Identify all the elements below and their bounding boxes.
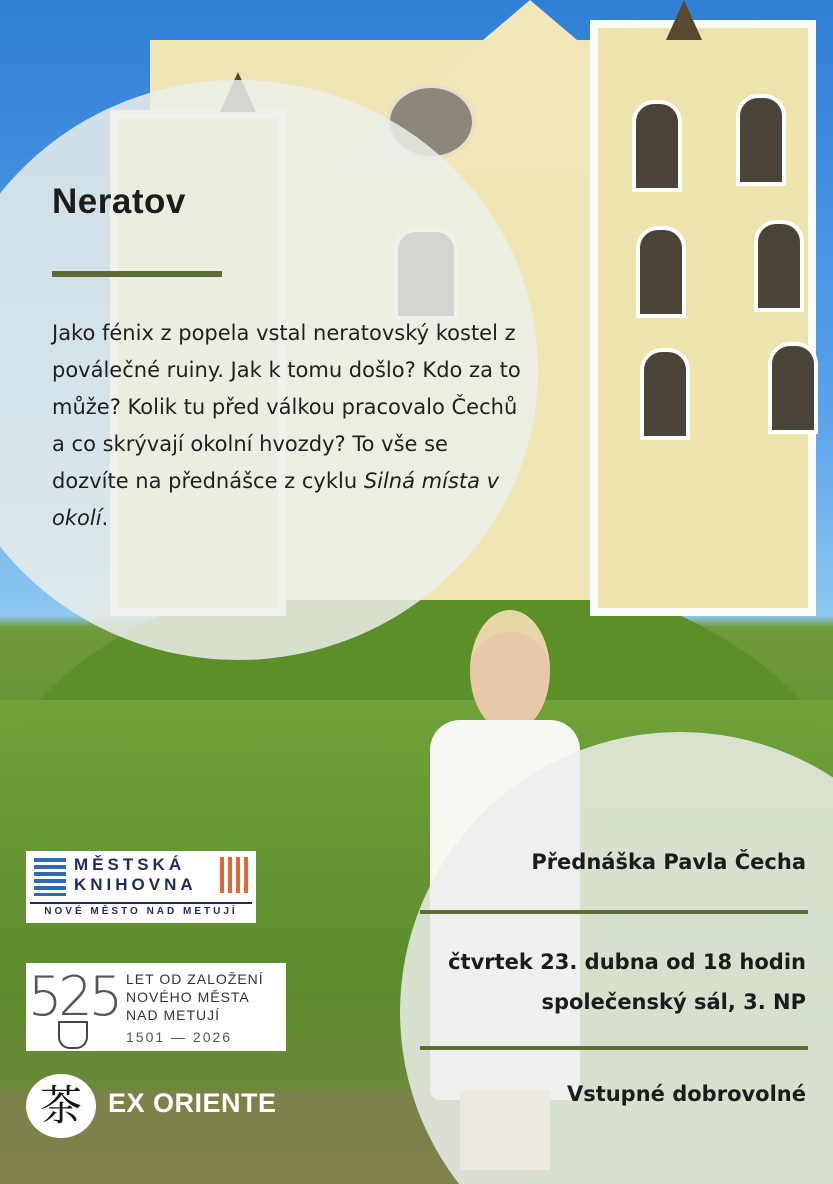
title-divider	[52, 271, 222, 277]
anniversary-line2: NOVÉHO MĚSTA	[126, 989, 250, 1005]
poster-title: Neratov	[52, 182, 186, 221]
event-date-time: čtvrtek 23. dubna od 18 hodin	[448, 950, 806, 974]
event-venue: společenský sál, 3. NP	[541, 990, 806, 1014]
venue-divider	[420, 1046, 808, 1050]
ex-oriente-name: EX ORIENTE	[108, 1088, 277, 1118]
church-window	[736, 94, 786, 186]
library-logo-subtitle: NOVÉ MĚSTO NAD METUJÍ	[30, 902, 252, 917]
church-window	[632, 100, 682, 192]
library-logo	[26, 851, 256, 923]
lecture-series-name: Silná místa v okolí	[52, 469, 500, 530]
library-stripes-icon	[34, 858, 66, 896]
tea-glyph-icon: 茶	[26, 1074, 96, 1138]
tower-spire	[666, 0, 702, 40]
anniversary-logo	[26, 963, 286, 1051]
anniversary-number: 525	[28, 965, 120, 1028]
girl-head	[470, 610, 550, 732]
description-text: Jako fénix z popela vstal neratovský kostel z poválečné ruiny. Jak k tomu došlo? Kdo za to může? Kolik tu před válkou pracovalo Čechů a co skrývají okolní hvozdy? To vše se dozvíte na přednášce z cyklu	[52, 321, 521, 493]
town-crest-icon	[58, 1021, 88, 1049]
church-window	[768, 342, 818, 434]
library-logo-line2: KNIHOVNA	[74, 875, 197, 894]
lecturer-heading: Přednáška Pavla Čecha	[531, 850, 806, 874]
library-logo-line1: MĚSTSKÁ	[74, 855, 186, 874]
ex-oriente-logo	[26, 1070, 306, 1138]
church-window	[640, 348, 690, 440]
church-window	[754, 220, 804, 312]
description-end: .	[101, 506, 109, 530]
library-bars-icon	[220, 857, 252, 893]
event-description	[52, 315, 522, 537]
anniversary-line1: LET OD ZALOŽENÍ	[126, 971, 264, 987]
admission-note: Vstupné dobrovolné	[566, 1082, 806, 1106]
anniversary-years: 1501 — 2026	[126, 1029, 233, 1045]
anniversary-line3: NAD METUJÍ	[126, 1007, 220, 1023]
lecturer-divider	[420, 910, 808, 914]
church-window	[636, 226, 686, 318]
